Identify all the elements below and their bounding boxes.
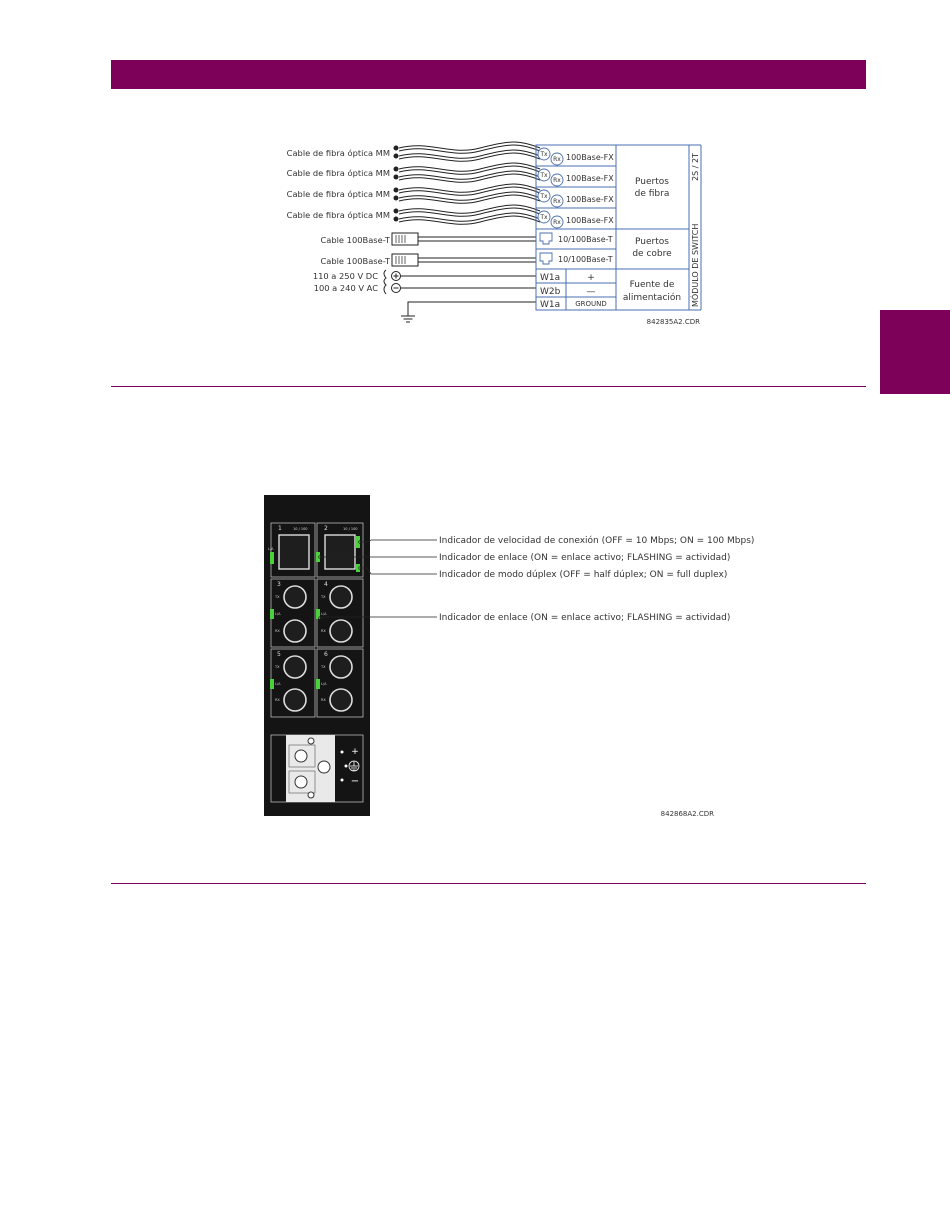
fiber-group-label: de fibra — [634, 189, 670, 199]
fiber-port-label: 100Base-FX — [566, 153, 614, 162]
copper-cable-label: Cable 100Base-T — [320, 235, 390, 245]
callout-link-indicator: Indicador de enlace (ON = enlace activo; FLASHING = actividad) — [439, 553, 731, 563]
minus-symbol: − — [350, 776, 360, 787]
lnk-label: L/A — [275, 682, 281, 686]
fiber-cable-label: Cable de fibra óptica MM — [286, 148, 390, 158]
fiber-port-label: 100Base-FX — [566, 195, 614, 204]
figure-code: 842868A2.CDR — [660, 810, 714, 818]
callout-speed-indicator: Indicador de velocidad de conexión (OFF = 10 Mbps; ON = 100 Mbps) — [439, 536, 755, 546]
rx-label: RX — [321, 698, 326, 702]
rx-label: Rx — [553, 177, 561, 184]
wiring-diagram — [280, 135, 710, 330]
terminal-plus: + — [587, 273, 595, 283]
fiber-port-label: 100Base-FX — [566, 174, 614, 183]
header-bar — [111, 60, 866, 89]
port-number: 6 — [324, 651, 328, 658]
callout-fiber-link-indicator: Indicador de enlace (ON = enlace activo; FLASHING = actividad) — [439, 613, 731, 623]
lnk-label: L/A — [268, 547, 274, 551]
power-group-label: alimentación — [622, 293, 682, 303]
fiber-cable-label: Cable de fibra óptica MM — [286, 168, 390, 178]
tx-label: Tx — [540, 214, 548, 221]
rj45-plug-2 — [392, 254, 418, 266]
rx-label: RX — [275, 698, 280, 702]
plus-symbol: + — [351, 747, 359, 757]
terminal-label: W1a — [540, 300, 561, 310]
tx-label: Tx — [540, 151, 548, 158]
port-number: 3 — [277, 581, 281, 588]
fiber-cable-label: Cable de fibra óptica MM — [286, 189, 390, 199]
power-group-label: Fuente de — [629, 280, 675, 290]
rx-label: Rx — [553, 219, 561, 226]
speed-label: 10 / 100 — [293, 527, 308, 531]
copper-group-label: Puertos — [635, 237, 669, 247]
tx-label: Tx — [540, 172, 548, 179]
port-number: 4 — [324, 581, 328, 588]
section-rule-1 — [111, 386, 866, 387]
tx-label: TX — [321, 595, 326, 599]
port-number: 5 — [277, 651, 281, 658]
port-number: 2 — [324, 525, 328, 532]
fiber-cable-lines — [399, 142, 540, 224]
speed-label: 10 / 100 — [343, 527, 358, 531]
power-ac-label: 100 a 240 V AC — [313, 283, 378, 293]
terminal-label: W2b — [540, 287, 561, 297]
rx-label: RX — [275, 629, 280, 633]
terminal-ground: GROUND — [575, 300, 607, 308]
copper-port-label: 10/100Base-T — [558, 255, 613, 264]
copper-cable-lines — [418, 237, 536, 262]
rx-label: Rx — [553, 198, 561, 205]
lnk-label: L/A — [321, 682, 327, 686]
fiber-port-label: 100Base-FX — [566, 216, 614, 225]
terminal-minus: — — [586, 287, 596, 297]
terminal-label: W1a — [540, 273, 561, 283]
lnk-label: L/A — [275, 612, 281, 616]
tx-label: TX — [321, 665, 326, 669]
rx-label: Rx — [553, 156, 561, 163]
module-code: 2S / 2T — [691, 153, 700, 181]
tx-label: Tx — [540, 193, 548, 200]
rx-label: RX — [321, 629, 326, 633]
tx-label: TX — [275, 595, 280, 599]
rj45-plug-1 — [392, 233, 418, 245]
figure-code: 842835A2.CDR — [646, 318, 700, 326]
port-number: 1 — [278, 525, 282, 532]
tx-label: TX — [275, 665, 280, 669]
section-rule-2 — [111, 883, 866, 884]
lnk-label: L/A — [321, 612, 327, 616]
fiber-connectors — [394, 146, 399, 222]
module-label: MÓDULO DE SWITCH — [691, 223, 700, 307]
fiber-cable-label: Cable de fibra óptica MM — [286, 210, 390, 220]
copper-group-label: de cobre — [632, 249, 672, 259]
callout-duplex-indicator: Indicador de modo dúplex (OFF = half dúplex; ON = full duplex) — [439, 570, 728, 580]
power-dc-label: 110 a 250 V DC — [312, 271, 378, 281]
switch-front-panel-figure — [255, 490, 755, 820]
fiber-group-label: Puertos — [635, 177, 669, 187]
copper-port-label: 10/100Base-T — [558, 235, 613, 244]
copper-cable-label: Cable 100Base-T — [320, 256, 390, 266]
power-terminal-block — [271, 735, 363, 802]
power-terminals-symbol — [384, 270, 536, 322]
port-table-grid — [536, 145, 701, 310]
chapter-side-tab — [880, 310, 950, 394]
